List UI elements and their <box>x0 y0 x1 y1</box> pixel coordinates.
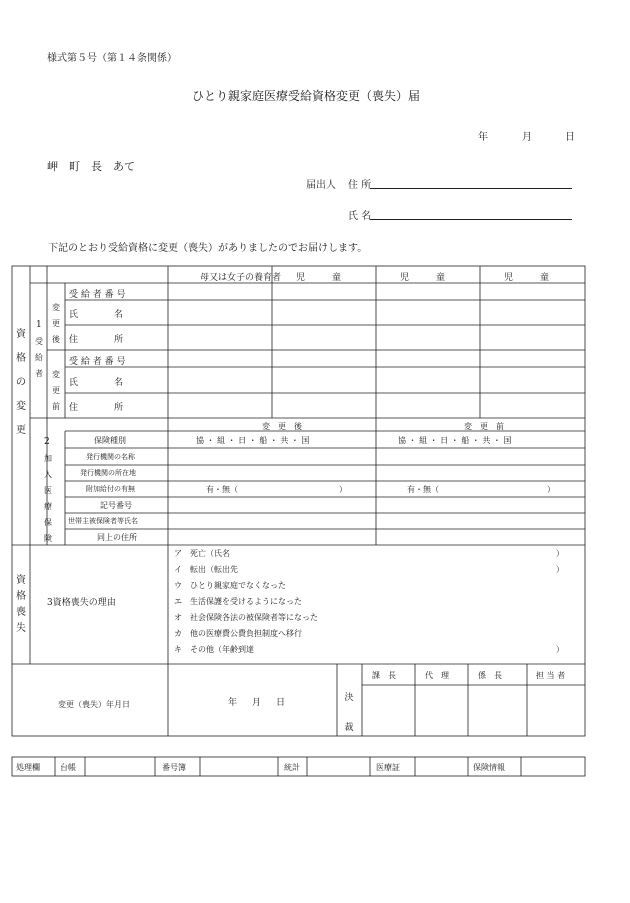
ins-after-header: 変 更 後 <box>262 422 302 431</box>
ins-row-issuer-location: 発行機関の所在地 <box>80 469 136 477</box>
col-header-child-2: 児 童 <box>400 273 446 283</box>
proc-label-medical-cert: 医療証 <box>376 763 400 772</box>
date-day-label: 日 <box>565 132 575 143</box>
extra-benefit-before-open[interactable]: 有・無（ <box>407 485 439 494</box>
proc-label-ledger: 台帳 <box>60 763 76 772</box>
col-header-parent: 母又は女子の養育者 <box>200 273 282 283</box>
ins-row-issuer-name: 発行機関の名称 <box>86 453 135 461</box>
change-date-day[interactable]: 日 <box>276 698 286 708</box>
before-label: 変更前 <box>52 370 60 411</box>
reason-death-close: ） <box>556 549 564 558</box>
extra-benefit-before-close: ） <box>547 485 555 494</box>
row-after-address: 住 所 <box>69 335 124 345</box>
col-header-child-1: 児 童 <box>296 273 342 283</box>
reason-other-close: ） <box>556 645 564 654</box>
row-before-name: 氏 名 <box>69 378 124 388</box>
reason-welfare[interactable]: エ 生活保護を受けるようになった <box>174 597 302 606</box>
ins-before-header: 変 更 前 <box>464 422 504 431</box>
reason-not-single-parent[interactable]: ウ ひとり親家庭でなくなった <box>174 581 286 590</box>
ins-row-symbol-number: 記号番号 <box>100 501 132 510</box>
row-after-name: 氏 名 <box>69 310 124 320</box>
extra-benefit-after-close: ） <box>339 485 347 494</box>
address-label: 住 所 <box>348 180 372 191</box>
reason-other-public-system[interactable]: カ 他の医療費公費負担制度へ移行 <box>174 629 302 638</box>
role-section-chief: 課 長 <box>372 671 396 680</box>
loss-section-label: 資格喪失 <box>16 575 26 634</box>
section-main-label: 資格の変更 <box>16 329 26 436</box>
reason-social-insurance[interactable]: オ 社会保険各法の被保険者等になった <box>174 613 318 622</box>
sec1-label: 受給者 <box>35 337 43 378</box>
ins-row-type: 保険種別 <box>94 436 126 445</box>
ins-row-householder-address: 同上の住所 <box>97 533 137 542</box>
role-subsection-chief: 係 長 <box>478 671 502 680</box>
change-date-label: 変更（喪失）年月日 <box>58 700 130 709</box>
proc-label-statistics: 統計 <box>284 763 300 772</box>
reason-other-age[interactable]: キ その他（年齢到達 <box>174 645 254 654</box>
extra-benefit-after-open[interactable]: 有・無（ <box>206 485 238 494</box>
proc-label-insurance-info: 保険情報 <box>473 763 505 772</box>
date-year-label: 年 <box>478 132 488 143</box>
kessai-label: 決裁 <box>344 693 354 733</box>
reason-move[interactable]: イ 転出（転出先 <box>174 565 238 574</box>
sec2-number: 2 <box>44 437 50 447</box>
name-label: 氏 名 <box>348 211 372 222</box>
sec2-label: 加入医療保険 <box>44 454 52 543</box>
ins-types-after[interactable]: 協 ・ 組 ・ 日 ・ 船 ・ 共 ・ 国 <box>196 436 310 445</box>
reason-move-close: ） <box>556 565 564 574</box>
date-month-label: 月 <box>522 132 532 143</box>
ins-row-householder: 世帯主被保険者等氏名 <box>68 517 138 525</box>
proc-label-number-book: 番号簿 <box>162 763 186 772</box>
sec1-number: 1 <box>36 320 42 330</box>
applicant-label: 届出人 <box>306 180 336 191</box>
after-label: 変更後 <box>52 303 60 344</box>
form-title: ひとり親家庭医療受給資格変更（喪失）届 <box>192 89 421 103</box>
ins-row-extra-benefit: 附加給付の有無 <box>86 485 135 493</box>
form-number: 様式第５号（第１４条関係） <box>47 53 177 64</box>
proc-label-processing: 処理欄 <box>16 763 40 772</box>
role-deputy: 代 理 <box>425 671 449 680</box>
reason-death[interactable]: ア 死亡（氏名 <box>174 549 230 558</box>
loss-reason-label: 3資格喪失の理由 <box>47 598 116 608</box>
ins-types-before[interactable]: 協 ・ 組 ・ 日 ・ 船 ・ 共 ・ 国 <box>398 436 512 445</box>
change-date-month[interactable]: 月 <box>252 698 262 708</box>
change-date-year[interactable]: 年 <box>228 698 238 708</box>
col-header-child-3: 児 童 <box>504 273 550 283</box>
addressee: 岬 町 長 あて <box>47 160 135 173</box>
role-staff: 担 当 者 <box>536 671 566 680</box>
row-before-address: 住 所 <box>69 403 124 413</box>
intro-text: 下記のとおり受給資格に変更（喪失）がありましたのでお届けします。 <box>48 243 368 254</box>
row-after-number: 受 給 者 番 号 <box>69 290 126 300</box>
row-before-number: 受 給 者 番 号 <box>69 357 126 367</box>
